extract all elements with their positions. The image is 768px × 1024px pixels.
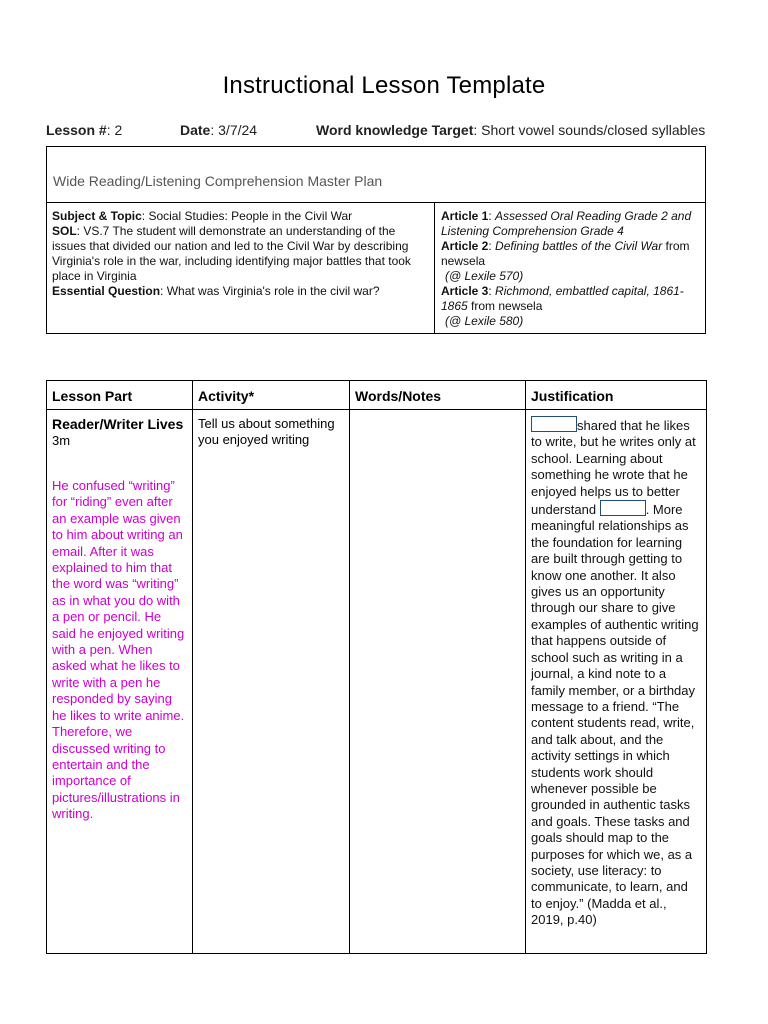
header-activity: Activity* bbox=[193, 381, 350, 410]
justification-part-b: . More meaningful relationships as the foundation for learning are built through getting to know one another. It also gives us an opportunity through our share to give examples of authentic writing that happens outside of school such as writing in a journal, a kind note to a family member, or a birthday message to a friend. “The content students read, write, and talk about, and the activity settings in which students work should whenever possible be grounded in authentic tasks and goals. These tasks and goals should map to the purposes for which we, as a society, use literacy: to communicate, to learn, and to enjoy.” (Madda et al., 2019, p.40) bbox=[531, 502, 699, 928]
master-plan-heading: Wide Reading/Listening Comprehension Master Plan bbox=[47, 147, 705, 203]
master-plan-box bbox=[46, 146, 706, 334]
sol-value: : VS.7 The student will demonstrate an understanding of the issues that divided our nation and led to the Civil War by describing Virginia's role in the war, including identifying major battles that took place in Virginia bbox=[52, 224, 411, 283]
article-2-lexile bbox=[441, 269, 701, 284]
lesson-table bbox=[46, 380, 707, 954]
article-3-colon: : bbox=[488, 284, 496, 298]
lesson-number-value: : 2 bbox=[106, 122, 123, 138]
lesson-part-time: 3m bbox=[52, 433, 71, 448]
plan-articles-section bbox=[435, 203, 705, 333]
article-2-colon: : bbox=[488, 239, 496, 253]
lesson-part-cell bbox=[47, 410, 193, 954]
sol-label: SOL bbox=[52, 224, 77, 238]
word-knowledge-target-value: : Short vowel sounds/closed syllables bbox=[473, 122, 706, 138]
essential-question-label: Essential Question bbox=[52, 284, 161, 298]
word-knowledge-target-label: Word knowledge Target bbox=[316, 122, 474, 138]
lesson-date-value: : 3/7/24 bbox=[210, 122, 258, 138]
subject-topic-label: Subject & Topic bbox=[52, 209, 142, 223]
lesson-date-label: Date bbox=[180, 122, 211, 138]
justification-text bbox=[531, 416, 701, 929]
essential-question bbox=[52, 284, 430, 299]
word-knowledge-target bbox=[316, 122, 705, 138]
words-notes-cell bbox=[350, 410, 526, 954]
activity-cell bbox=[193, 410, 350, 954]
article-1-title: Assessed Oral Reading Grade 2 and Listening Comprehension Grade 4 bbox=[441, 209, 692, 238]
document-title: Instructional Lesson Template bbox=[222, 72, 546, 99]
article-2 bbox=[441, 239, 701, 269]
subject-topic bbox=[52, 209, 430, 224]
article-3-lexile-text: (@ Lexile 580) bbox=[445, 314, 524, 328]
article-2-title: Defining battles of the Civil War bbox=[495, 239, 663, 253]
lesson-date bbox=[180, 122, 257, 138]
plan-subject-section bbox=[47, 203, 435, 333]
article-2-label: Article 2 bbox=[441, 239, 489, 253]
lesson-number-label: Lesson # bbox=[46, 122, 107, 138]
lesson-number bbox=[46, 122, 122, 138]
table-row bbox=[47, 410, 707, 954]
sol bbox=[52, 224, 430, 284]
article-3-label: Article 3 bbox=[441, 284, 489, 298]
activity-text: Tell us about something you enjoyed writing bbox=[198, 416, 335, 447]
subject-topic-value: : Social Studies: People in the Civil War bbox=[141, 209, 353, 223]
lesson-table-header-row bbox=[47, 381, 707, 410]
header-words-notes: Words/Notes bbox=[350, 381, 526, 410]
justification-cell bbox=[526, 410, 707, 954]
essential-question-value: : What was Virginia's role in the civil war? bbox=[160, 284, 380, 298]
header-justification: Justification bbox=[526, 381, 707, 410]
teacher-note: He confused “writing” for “riding” even after an example was given to him about writing an email. After it was explained to him that the word was “writing” as in what you do with a pen or pencil. He said he enjoyed writing with a pen. When asked what he likes to write with a pen he responded by saying he likes to write anime. Therefore, we discussed writing to entertain and the importance of pictures/illustrations in writing. bbox=[52, 478, 185, 822]
article-1-colon: : bbox=[488, 209, 496, 223]
redacted-name-box bbox=[531, 416, 577, 432]
justification-part-a: shared that he likes to write, but he writes only at school. Learning about something he wrote that he enjoyed helps us to better understand bbox=[531, 418, 696, 518]
redacted-name-box bbox=[600, 500, 646, 516]
article-3-lexile bbox=[441, 314, 701, 329]
article-1-label: Article 1 bbox=[441, 209, 489, 223]
article-2-source: from newsela bbox=[441, 239, 690, 268]
lesson-part-title: Reader/Writer Lives bbox=[52, 416, 184, 432]
article-3-title: Richmond, embattled capital, 1861-1865 bbox=[441, 284, 684, 313]
header-lesson-part: Lesson Part bbox=[47, 381, 193, 410]
article-2-lexile-text: (@ Lexile 570) bbox=[445, 269, 524, 283]
article-3-source: from newsela bbox=[467, 299, 543, 313]
article-3 bbox=[441, 284, 701, 314]
article-1 bbox=[441, 209, 701, 239]
